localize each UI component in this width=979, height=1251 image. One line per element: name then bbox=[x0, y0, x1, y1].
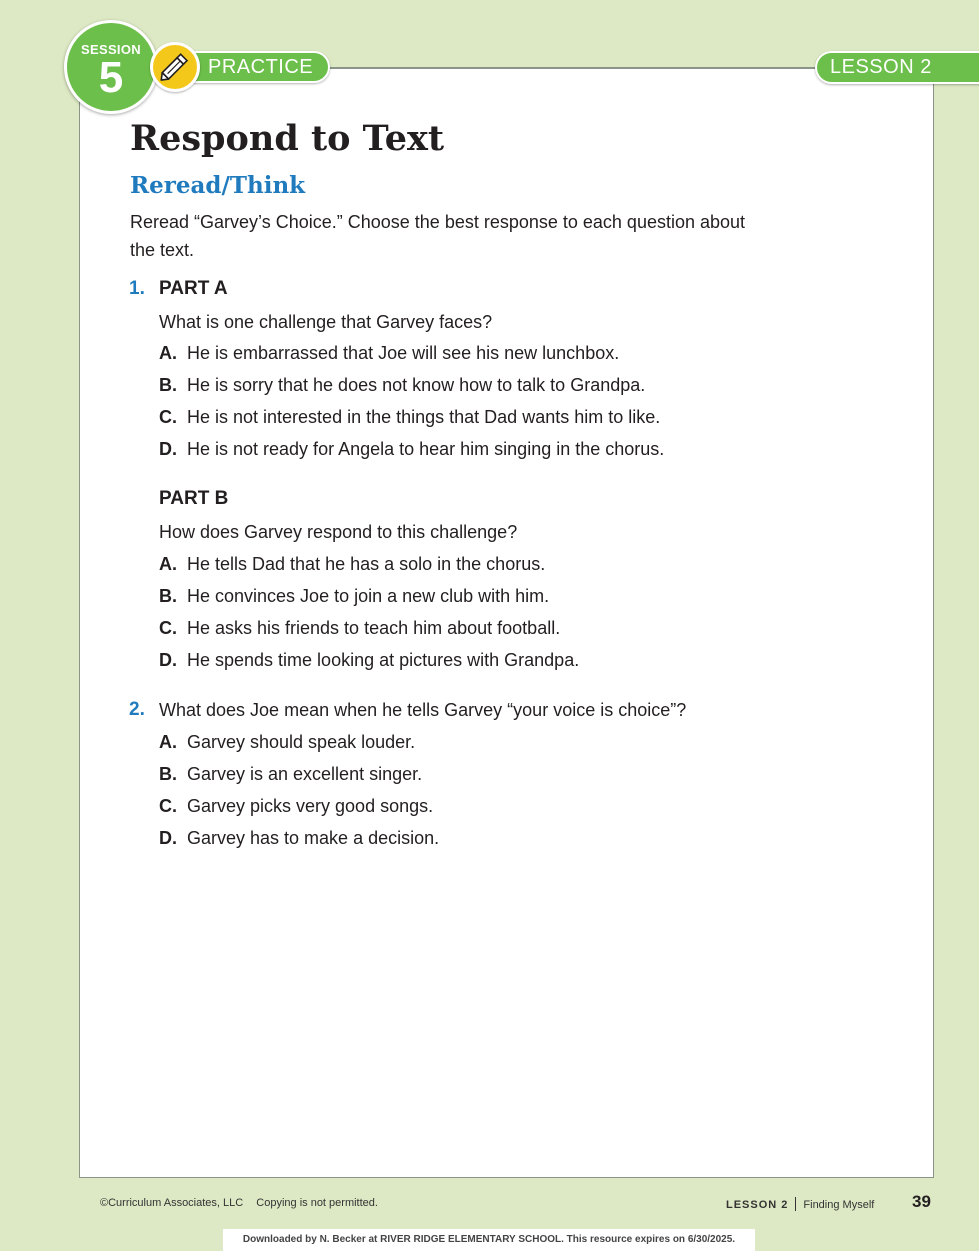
choice-letter: C. bbox=[159, 796, 177, 816]
choice-text: He tells Dad that he has a solo in the chorus. bbox=[187, 554, 546, 574]
session-number: 5 bbox=[98, 53, 124, 102]
choice-letter: B. bbox=[159, 375, 177, 395]
choice-text: He is not interested in the things that Dad wants him to like. bbox=[187, 407, 661, 427]
download-notice: Downloaded by N. Becker at RIVER RIDGE ELEMENTARY SCHOOL. This resource expires on 6/30/2025. bbox=[223, 1229, 755, 1251]
q2-choice-b[interactable] bbox=[159, 764, 422, 785]
part-b-choice-c[interactable] bbox=[159, 618, 560, 639]
choice-letter: C. bbox=[159, 618, 177, 638]
choice-text: He is embarrassed that Joe will see his new lunchbox. bbox=[187, 343, 620, 363]
pencil-icon bbox=[150, 42, 200, 92]
copy-notice: Copying is not permitted. bbox=[256, 1197, 378, 1209]
header-rule bbox=[300, 67, 830, 69]
footer-unit: Finding Myself bbox=[803, 1199, 875, 1211]
choice-text: Garvey should speak louder. bbox=[187, 732, 416, 752]
footer-lesson-info bbox=[726, 1197, 874, 1211]
copyright-text: ©Curriculum Associates, LLC bbox=[100, 1197, 244, 1209]
part-b-question: How does Garvey respond to this challenge? bbox=[159, 522, 518, 542]
part-a-choice-d[interactable] bbox=[159, 439, 664, 460]
part-b-choice-a[interactable] bbox=[159, 554, 545, 575]
choice-text: He is sorry that he does not know how to talk to Grandpa. bbox=[187, 375, 646, 395]
choice-text: Garvey has to make a decision. bbox=[187, 828, 440, 848]
choice-letter: C. bbox=[159, 407, 177, 427]
choice-letter: A. bbox=[159, 343, 177, 363]
instructions: Reread “Garvey’s Choice.” Choose the best response to each question about the text. bbox=[130, 212, 746, 260]
choice-letter: B. bbox=[159, 586, 177, 606]
choice-text: He spends time looking at pictures with Grandpa. bbox=[187, 650, 580, 670]
choice-letter: D. bbox=[159, 439, 177, 459]
choice-text: Garvey picks very good songs. bbox=[187, 796, 434, 816]
lesson-tab: LESSON 2 bbox=[815, 51, 979, 84]
practice-label: PRACTICE bbox=[180, 51, 330, 83]
q2-choice-a[interactable] bbox=[159, 732, 415, 753]
choice-text: He is not ready for Angela to hear him singing in the chorus. bbox=[187, 439, 665, 459]
question-1-number: 1. bbox=[129, 278, 145, 299]
session-badge bbox=[64, 20, 158, 114]
choice-text: Garvey is an excellent singer. bbox=[187, 764, 423, 784]
choice-letter: D. bbox=[159, 650, 177, 670]
choice-text: He asks his friends to teach him about football. bbox=[187, 618, 561, 638]
question-2-stem: What does Joe mean when he tells Garvey “your voice is choice”? bbox=[159, 700, 687, 720]
footer-divider bbox=[795, 1197, 796, 1211]
part-a-question: What is one challenge that Garvey faces? bbox=[159, 312, 493, 332]
choice-letter: A. bbox=[159, 732, 177, 752]
part-a-label: PART A bbox=[159, 278, 228, 299]
part-b-label: PART B bbox=[159, 488, 229, 509]
q2-choice-c[interactable] bbox=[159, 796, 433, 817]
footer-copyright bbox=[100, 1197, 388, 1209]
choice-text: He convinces Joe to join a new club with him. bbox=[187, 586, 550, 606]
part-a-choice-c[interactable] bbox=[159, 407, 660, 428]
question-2-number: 2. bbox=[129, 699, 145, 720]
part-b-choice-b[interactable] bbox=[159, 586, 549, 607]
part-b-choice-d[interactable] bbox=[159, 650, 579, 671]
page-title: Respond to Text bbox=[130, 118, 445, 159]
choice-letter: B. bbox=[159, 764, 177, 784]
part-a-choice-a[interactable] bbox=[159, 343, 619, 364]
choice-letter: A. bbox=[159, 554, 177, 574]
section-subtitle: Reread/Think bbox=[130, 172, 306, 199]
q2-choice-d[interactable] bbox=[159, 828, 439, 849]
choice-letter: D. bbox=[159, 828, 177, 848]
footer-lesson: LESSON 2 bbox=[726, 1199, 789, 1211]
session-label: SESSION bbox=[81, 42, 141, 57]
part-a-choice-b[interactable] bbox=[159, 375, 645, 396]
page-number: 39 bbox=[912, 1192, 931, 1211]
